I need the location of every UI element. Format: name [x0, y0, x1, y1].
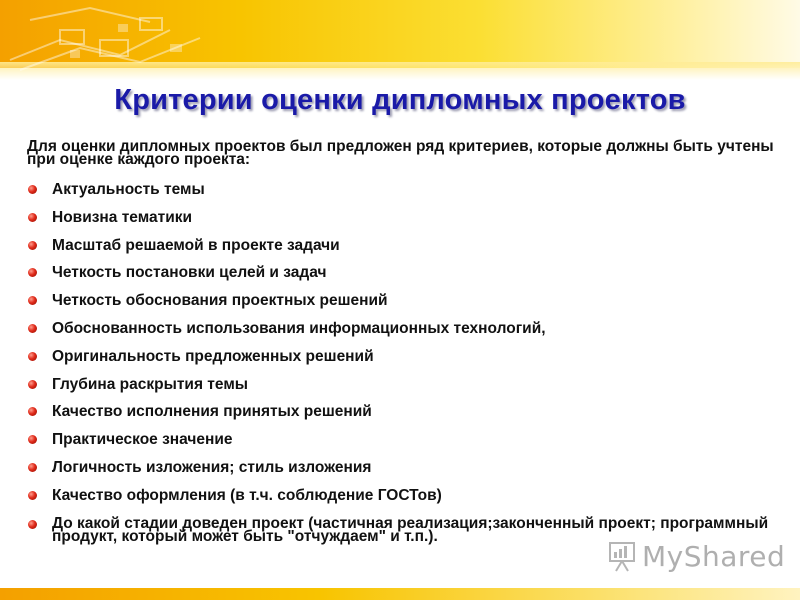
criterion-text: Качество исполнения принятых решений — [52, 403, 372, 421]
bottom-gradient-band — [0, 588, 800, 600]
list-item — [26, 486, 776, 514]
presentation-board-icon — [608, 540, 638, 572]
bullet-icon — [28, 463, 37, 472]
criterion-text: Масштаб решаемой в проекте задачи — [52, 236, 340, 254]
intro-text: Для оценки дипломных проектов был предложен ряд критериев, которые должны быть учтены при оценке каждого проекта: — [27, 138, 774, 168]
bullet-icon — [28, 296, 37, 305]
criteria-list — [26, 180, 776, 543]
bullet-icon — [28, 407, 37, 416]
criterion-text: Оригинальность предложенных решений — [52, 347, 374, 365]
list-item — [26, 180, 776, 208]
list-item — [26, 375, 776, 403]
criterion-text: Актуальность темы — [52, 181, 205, 198]
criterion-text: Обоснованность использования информационных технологий, — [52, 319, 546, 337]
criterion-text: Качество оформления (в т.ч. соблюдение ГОСТов) — [52, 486, 442, 504]
bullet-icon — [28, 185, 37, 194]
list-item — [26, 291, 776, 319]
list-item — [26, 347, 776, 375]
bullet-icon — [28, 268, 37, 277]
bullet-icon — [28, 491, 37, 500]
bullet-icon — [28, 380, 37, 389]
criterion-text: Глубина раскрытия темы — [52, 375, 249, 393]
list-item — [26, 430, 776, 458]
criterion-text: До какой стадии доведен проект (частичная реализация;законченный проект; программный продукт, который может быть "отчуждаем" и т.п.). — [52, 514, 769, 545]
criterion-text: Четкость обоснования проектных решений — [52, 292, 388, 310]
bullet-icon — [28, 241, 37, 250]
watermark — [608, 538, 785, 574]
bullet-icon — [28, 213, 37, 222]
corner-decoration-icon — [0, 0, 240, 80]
bullet-icon — [28, 324, 37, 333]
list-item — [26, 319, 776, 347]
list-item — [26, 236, 776, 264]
list-item — [26, 263, 776, 291]
criterion-text: Новизна тематики — [52, 208, 193, 226]
list-item — [26, 208, 776, 236]
criterion-text: Четкость постановки целей и задач — [52, 264, 327, 282]
slide-title: Критерии оценки дипломных проектов — [114, 84, 686, 116]
list-item — [26, 458, 776, 486]
watermark-text: MyShared — [642, 539, 786, 573]
criterion-text: Практическое значение — [52, 431, 233, 449]
bullet-icon — [28, 352, 37, 361]
criterion-text: Логичность изложения; стиль изложения — [52, 458, 372, 476]
bullet-icon — [28, 520, 37, 529]
list-item — [26, 402, 776, 430]
bullet-icon — [28, 435, 37, 444]
